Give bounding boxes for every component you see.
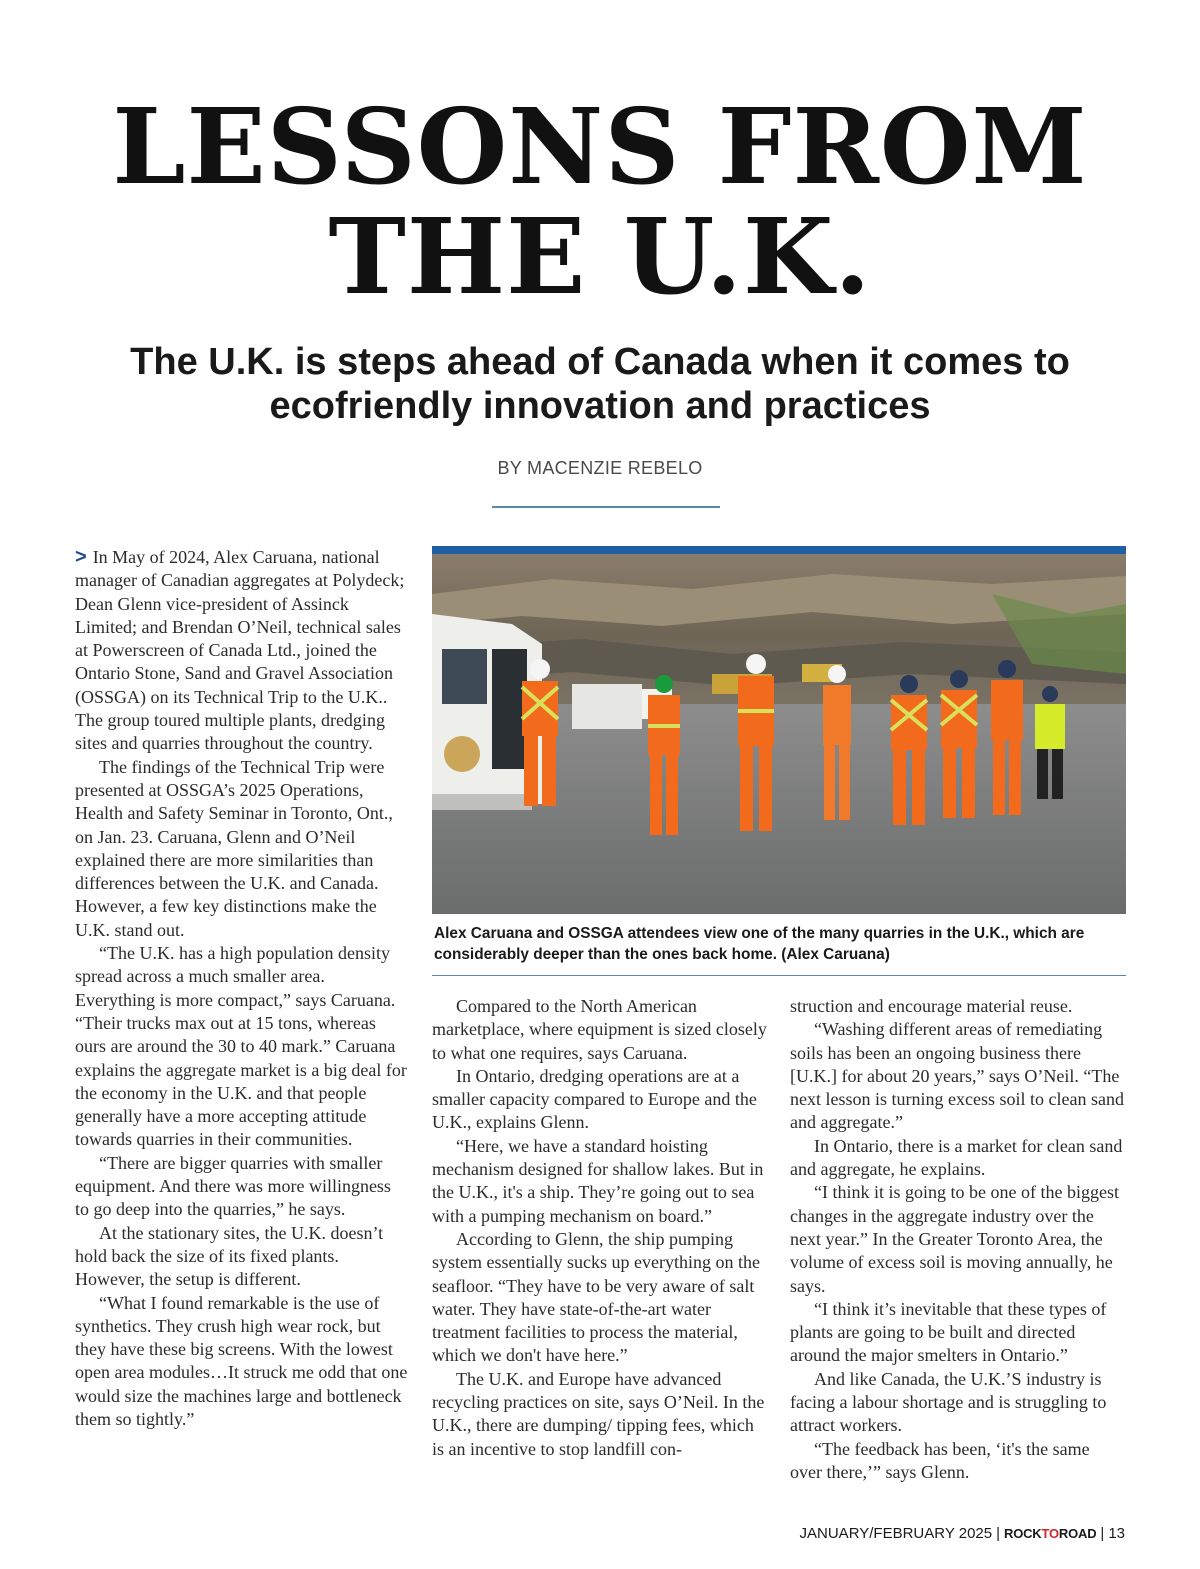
paragraph: “There are bigger quarries with smaller equipment. And there was more willingness to go deep into the quarries,” he says.	[75, 1152, 391, 1220]
logo-part-rock: ROCK	[1004, 1526, 1042, 1541]
quarry-photo-illustration	[432, 554, 1126, 914]
paragraph: “The U.K. has a high population density spread across a much smaller area. Everything is more compact,” says Caruana. “Their trucks max out at 15 tons, whereas ours are around the 30 to 40 mark.” Caruana explains the aggregate market is a big deal for the economy in the U.K. and that people generally have a more accepting attitude towards quarries in their communities.	[75, 943, 407, 1150]
paragraph: “The feedback has been, ‘it's the same over there,’” says Glenn.	[790, 1438, 1090, 1482]
article-photo	[432, 546, 1126, 914]
article-subtitle: The U.K. is steps ahead of Canada when it comes to ecofriendly innovation and practices	[130, 341, 1070, 427]
paragraph: The findings of the Technical Trip were presented at OSSGA’s 2025 Operations, Health and Safety Seminar in Toronto, Ont., on Jan. 23. Caruana, Glenn and O’Neil explained there are more similarities than differences between the U.K. and Canada. However, a few key distinctions make the U.K. stand out.	[75, 756, 393, 940]
logo-part-to: TO	[1041, 1526, 1059, 1541]
page-footer	[800, 1525, 1125, 1542]
page-number: 13	[1108, 1525, 1125, 1542]
body-column-3	[790, 995, 1126, 1484]
magazine-logo	[1004, 1526, 1096, 1541]
article-title	[0, 85, 1200, 318]
paragraph: The U.K. and Europe have advanced recycling practices on site, says O’Neil. In the U.K., there are dumping/ tipping fees, which is an incentive to stop landfill con-	[432, 1368, 765, 1459]
caption-divider	[432, 975, 1126, 976]
footer-separator: |	[996, 1525, 1001, 1542]
paragraph: In Ontario, dredging operations are at a smaller capacity compared to Europe and the U.K., explains Glenn.	[432, 1065, 757, 1133]
paragraph: And like Canada, the U.K.’S industry is facing a labour shortage and is struggling to attract workers.	[790, 1368, 1107, 1436]
paragraph: Compared to the North American marketplace, where equipment is sized closely to what one requires, says Caruana.	[432, 996, 767, 1063]
byline: BY MACENZIE REBELO	[497, 458, 703, 478]
footer-separator: |	[1100, 1525, 1105, 1542]
paragraph: “Washing different areas of remediating soils has been an ongoing business there [U.K.] for about 20 years,” says O’Neil. “The next lesson is turning excess soil to clean sand and aggregate.”	[790, 1019, 1124, 1133]
title-line-2: THE U.K.	[328, 195, 872, 318]
body-column-2	[432, 995, 768, 1461]
paragraph: At the stationary sites, the U.K. doesn’t hold back the size of its fixed plants. However, the setup is different.	[75, 1222, 384, 1290]
logo-part-road: ROAD	[1058, 1526, 1097, 1541]
paragraph-text: In May of 2024, Alex Caruana, national manager of Canadian aggregates at Polydeck; Dean Glenn vice-president of Assinck Limited; and Brendan O’Neil, technical sales at Powerscreen of Canada Ltd., joined the Ontario Stone, Sand and Gravel Association (OSSGA) on its Technical Trip to the U.K.. The group toured multiple plants, dredging sites and quarries throughout the country.	[75, 547, 405, 754]
paragraph	[75, 546, 409, 756]
paragraph: According to Glenn, the ship pumping system essentially sucks up everything on the seafloor. “They have to be very aware of salt water. They have state-of-the-art water treatment facilities to process the material, which we don't have here.”	[432, 1228, 760, 1366]
lead-arrow-icon: >	[75, 546, 87, 568]
paragraph: “I think it is going to be one of the biggest changes in the aggregate industry over the next year.” In the Greater Toronto Area, the volume of excess soil is moving annually, he says.	[790, 1182, 1119, 1296]
paragraph: “Here, we have a standard hoisting mechanism designed for shallow lakes. But in the U.K., it's a ship. They’re going out to sea with a pumping mechanism on board.”	[432, 1135, 764, 1226]
paragraph: “I think it’s inevitable that these types of plants are going to be built and directed around the major smelters in Ontario.”	[790, 1298, 1107, 1366]
paragraph: struction and encourage material reuse.	[790, 996, 1073, 1016]
issue-date: JANUARY/FEBRUARY 2025	[799, 1525, 993, 1542]
paragraph: “What I found remarkable is the use of synthetics. They crush high wear rock, but they have these big screens. With the lowest open area modules…It struck me odd that one would size the machines large and bottleneck them so tightly.”	[75, 1292, 408, 1429]
paragraph: In Ontario, there is a market for clean sand and aggregate, he explains.	[790, 1135, 1123, 1180]
byline-divider	[492, 506, 720, 508]
body-column-1	[75, 546, 409, 1431]
photo-caption: Alex Caruana and OSSGA attendees view one of the many quarries in the U.K., which are considerably deeper than the ones back home. (Alex Caruana)	[434, 925, 1085, 963]
title-line-1: LESSONS FROM	[112, 85, 1088, 208]
